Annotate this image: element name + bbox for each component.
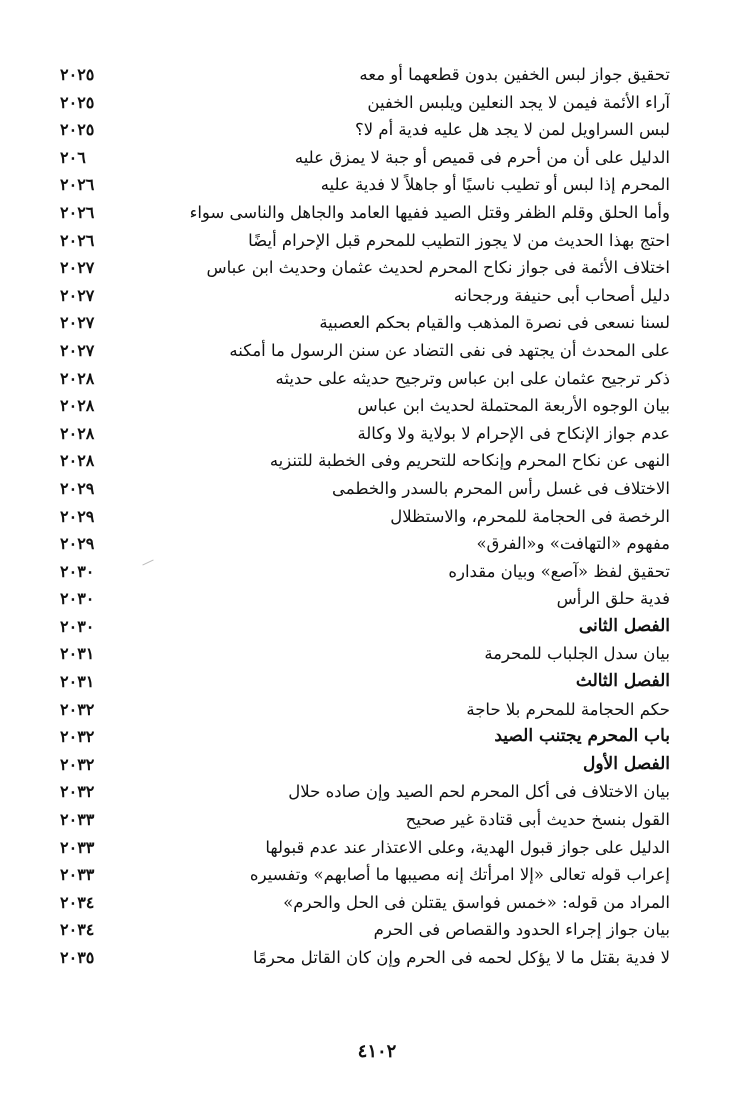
toc-entry-title: بيان الوجوه الأربعة المحتملة لحديث ابن عباس: [357, 396, 670, 416]
toc-page-number: ٢٠٢٩: [60, 478, 95, 498]
toc-page-number: ٢٠٢٧: [60, 340, 95, 360]
toc-page-number: ٢٠٢٥: [60, 120, 95, 140]
toc-entry-title: بيان سدل الجلباب للمحرمة: [484, 644, 670, 664]
toc-entry-title: عدم جواز الإنكاح فى الإحرام لا بولاية ولا وكالة: [357, 423, 670, 443]
toc-entry-row: [60, 116, 670, 144]
toc-page-number: ٢٠٣٤: [60, 892, 95, 912]
toc-entry-row: [60, 447, 670, 475]
page-folio-number: ٤١٠٢: [357, 1041, 397, 1062]
toc-entry-title: الاختلاف فى غسل رأس المحرم بالسدر والخطمى: [332, 478, 670, 498]
table-of-contents: [60, 61, 670, 972]
toc-entry-row: [60, 503, 670, 531]
toc-heading-title: باب المحرم يجتنب الصيد: [494, 726, 670, 747]
toc-entry-row: [60, 309, 670, 337]
toc-entry-row: [60, 89, 670, 117]
toc-entry-title: وأما الحلق وقلم الظفر وقتل الصيد ففيها العامد والجاهل والناسى سواء: [189, 202, 670, 222]
toc-entry-title: اختلاف الأئمة فى جواز نكاح المحرم لحديث عثمان وحديث ابن عباس: [206, 258, 670, 278]
toc-entry-title: المراد من قوله: «خمس فواسق يقتلن فى الحل والحرم»: [283, 892, 670, 912]
toc-entry-title: مفهوم «التهافت» و«الفرق»: [476, 534, 670, 554]
toc-entry-row: [60, 640, 670, 668]
toc-heading-row: [60, 723, 670, 751]
toc-page-number: ٢٠٣٣: [60, 837, 95, 857]
toc-entry-row: [60, 696, 670, 724]
toc-page-number: ٢٠٣٠: [60, 561, 95, 581]
toc-page-number: ٢٠٣٢: [60, 699, 95, 719]
toc-entry-row: [60, 475, 670, 503]
toc-entry-row: [60, 282, 670, 310]
toc-entry-title: تحقيق لفظ «آصع» وبيان مقداره: [448, 561, 670, 581]
toc-page-number: ٢٠٢٧: [60, 285, 95, 305]
toc-entry-row: [60, 337, 670, 365]
toc-page-number: ٢٠٣٢: [60, 727, 95, 747]
toc-page-number: ٢٠٢٥: [60, 92, 95, 112]
toc-entry-title: على المحدث أن يجتهد فى نفى التضاد عن سنن الرسول ما أمكنه: [229, 340, 670, 360]
toc-page-number: ٢٠٣٥: [60, 948, 95, 967]
toc-page-number: ٢٠٣٢: [60, 782, 95, 802]
toc-entry-row: [60, 944, 670, 972]
toc-entry-title: دليل أصحاب أبى حنيفة ورجحانه: [453, 285, 670, 305]
toc-entry-row: [60, 585, 670, 613]
toc-entry-title: القول بنسخ حديث أبى قتادة غير صحيح: [405, 810, 670, 830]
toc-entry-row: [60, 227, 670, 255]
toc-entry-row: [60, 778, 670, 806]
toc-entry-row: [60, 889, 670, 917]
toc-entry-title: لسنا نسعى فى نصرة المذهب والقيام بحكم العصبية: [319, 313, 670, 333]
toc-page-number: ٢٠٢٨: [60, 368, 95, 388]
toc-heading-row: [60, 668, 670, 696]
toc-entry-row: [60, 365, 670, 393]
toc-entry-row: [60, 806, 670, 834]
toc-page-number: ٢٠٢٨: [60, 396, 95, 416]
toc-entry-title: فدية حلق الرأس: [556, 589, 670, 609]
toc-page-number: ٢٠٣٣: [60, 865, 95, 885]
toc-entry-title: احتج بهذا الحديث من لا يجوز التطيب للمحرم قبل الإحرام أيضًا: [248, 230, 670, 250]
toc-page-number: ٢٠٣١: [60, 672, 95, 692]
toc-entry-title: بيان جواز إجراء الحدود والقصاص فى الحرم: [373, 920, 670, 940]
toc-entry-row: [60, 861, 670, 889]
toc-page-number: ٢٠٣٣: [60, 810, 95, 830]
toc-entry-title: الدليل على أن من أحرم فى قميص أو جبة لا يمزق عليه: [294, 147, 670, 167]
toc-entry-row: [60, 916, 670, 944]
toc-page-number: ٢٠٢٩: [60, 506, 95, 526]
toc-page-number: ٢٠٢٧: [60, 258, 95, 278]
toc-entry-row: [60, 171, 670, 199]
toc-heading-row: [60, 751, 670, 779]
toc-entry-title: الدليل على جواز قبول الهدية، وعلى الاعتذار عند عدم قبولها: [265, 837, 670, 857]
toc-entry-title: حكم الحجامة للمحرم بلا حاجة: [466, 699, 670, 719]
toc-page-number: ٢٠٢٨: [60, 423, 95, 443]
toc-entry-title: إعراب قوله تعالى «إلا امرأتك إنه مصيبها ما أصابهم» وتفسيره: [249, 865, 670, 885]
toc-entry-title: الرخصة فى الحجامة للمحرم، والاستظلال: [390, 506, 670, 526]
toc-entry-row: [60, 558, 670, 586]
toc-entry-row: [60, 144, 670, 172]
toc-entry-row: [60, 254, 670, 282]
toc-entry-row: [60, 392, 670, 420]
toc-entry-title: تحقيق جواز لبس الخفين بدون قطعهما أو معه: [359, 65, 670, 84]
toc-page-number: ٢٠٢٦: [60, 175, 95, 195]
toc-page-number: ٢٠٢٥: [60, 65, 95, 84]
toc-entry-title: آراء الأئمة فيمن لا يجد النعلين ويلبس الخفين: [367, 92, 670, 112]
toc-page-number: ٢٠٣٢: [60, 754, 95, 774]
toc-heading-title: الفصل الثالث: [575, 671, 670, 692]
toc-page-number: ٢٠٣٤: [60, 920, 95, 940]
toc-entry-title: بيان الاختلاف فى أكل المحرم لحم الصيد وإن صاده حلال: [288, 782, 670, 802]
toc-page-number: ٢٠٢٦: [60, 202, 95, 222]
toc-entry-title: لبس السراويل لمن لا يجد هل عليه فدية أم لا؟: [354, 120, 670, 140]
toc-entry-row: [60, 199, 670, 227]
toc-entry-title: لا فدية بقتل ما لا يؤكل لحمه فى الحرم وإن كان القاتل محرمًا: [253, 948, 670, 967]
toc-entry-row: [60, 61, 670, 89]
toc-entry-row: [60, 834, 670, 862]
toc-entry-title: ذكر ترجيح عثمان على ابن عباس وترجيح حديثه على حديثه: [275, 368, 670, 388]
toc-page-number: ٢٠٢٦: [60, 230, 95, 250]
toc-entry-row: [60, 420, 670, 448]
toc-page-number: ٢٠٣٠: [60, 589, 95, 609]
toc-entry-row: [60, 530, 670, 558]
toc-heading-title: الفصل الأول: [582, 753, 670, 774]
toc-page-number: ٢٠٢٧: [60, 313, 95, 333]
toc-heading-title: الفصل الثانى: [578, 615, 670, 636]
toc-entry-title: النهى عن نكاح المحرم وإنكاحه للتحريم وفى الخطبة للتنزيه: [269, 451, 670, 471]
toc-page-number: ٢٠٦: [60, 147, 86, 167]
toc-page-number: ٢٠٣١: [60, 644, 95, 664]
toc-entry-title: المحرم إذا لبس أو تطيب ناسيًا أو جاهلاً لا فدية عليه: [320, 175, 670, 195]
toc-heading-row: [60, 613, 670, 641]
toc-page-number: ٢٠٢٩: [60, 534, 95, 554]
toc-page-number: ٢٠٣٠: [60, 616, 95, 636]
toc-page-number: ٢٠٢٨: [60, 451, 95, 471]
